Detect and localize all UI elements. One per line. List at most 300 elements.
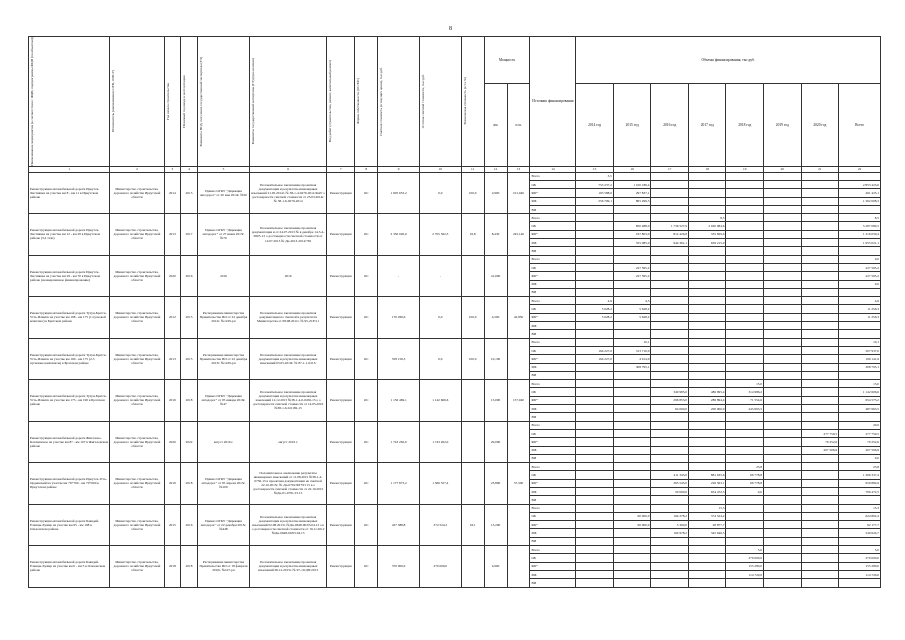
- funding-total: 1 362 008,3: [839, 197, 881, 205]
- funding-value: [651, 288, 689, 296]
- funding-value: [651, 172, 689, 180]
- funding-source: Всего: [530, 172, 576, 180]
- ownership: ОС: [355, 504, 378, 545]
- column-number: 11: [461, 166, 484, 172]
- project-name: Реконструкция автомобильной дороги Иркутск-Листвянка на участке км 29 - км 70 в Иркутском районе (незавершенное финансирование): [29, 255, 110, 296]
- ownership: ОС: [355, 214, 378, 255]
- funding-value: [651, 247, 689, 255]
- funding-value: [688, 371, 726, 379]
- capacity-km: 4,900: [484, 546, 507, 587]
- funding-source: ФБ*: [530, 396, 576, 404]
- funding-total: 8,5: [839, 214, 881, 222]
- psd-details: Распоряжение министерства Правительства ИО от 22 декабря 2013г. №1229-рп: [197, 338, 249, 379]
- column-number: 13: [507, 166, 530, 172]
- funding-value: [801, 562, 839, 570]
- executor: Министерство строительства, дорожного хозяйства Иркутской области: [110, 338, 164, 379]
- funding-value: [651, 197, 689, 205]
- funding-value: [613, 529, 651, 537]
- funding-value: [613, 280, 651, 288]
- estimated-cost: 2 350 026,0: [378, 214, 420, 255]
- funding-value: [801, 421, 839, 429]
- funding-value: [688, 438, 726, 446]
- funding-total: 706 472,5: [839, 487, 881, 495]
- funding-value: [576, 463, 614, 471]
- funding-value: [613, 388, 651, 396]
- funding-value: [764, 446, 802, 454]
- header-col6: Реквизиты государственной экспертизы (ГЭ) (при наличии): [251, 58, 256, 145]
- funding-value: [688, 413, 726, 421]
- funding-source: МБ: [530, 239, 576, 247]
- funding-value: 753 237,2: [576, 181, 614, 189]
- funding-value: [613, 413, 651, 421]
- header-km: км: [484, 83, 507, 166]
- funding-value: [576, 471, 614, 479]
- table-row: [29, 463, 881, 471]
- funding-value: [688, 562, 726, 570]
- funding-value: [801, 529, 839, 537]
- funding-value: [801, 570, 839, 578]
- column-number: 14: [530, 166, 576, 172]
- funding-value: [764, 239, 802, 247]
- end-year: 2018: [181, 463, 198, 504]
- capacity-km: 10,100: [484, 338, 507, 379]
- funding-source: ОБ: [530, 554, 576, 562]
- funding-value: [576, 512, 614, 520]
- funding-value: [801, 405, 839, 413]
- funding-value: [576, 546, 614, 554]
- funding-value: 286 894,4: [688, 396, 726, 404]
- funding-total: 4,9: [839, 297, 881, 305]
- funding-value: [651, 297, 689, 305]
- funding-value: [651, 463, 689, 471]
- funding-source: МБ: [530, 487, 576, 495]
- funding-source: ОБ: [530, 471, 576, 479]
- funding-value: [651, 380, 689, 388]
- funding-value: [576, 413, 614, 421]
- funding-total: 70 252,6: [839, 438, 881, 446]
- funding-value: 486 995,4: [688, 388, 726, 396]
- funding-value: 340 985,0: [651, 388, 689, 396]
- project-name: Реконструкция автомобильной дороги Иркутск-Листвянка на участке км 12 - км 29 в Иркутском районе (3,2 этап): [29, 214, 110, 255]
- funding-value: [688, 454, 726, 462]
- funding-value: [726, 521, 764, 529]
- funding-source: ФБ*: [530, 355, 576, 363]
- funding-value: [764, 570, 802, 578]
- funding-value: [613, 255, 651, 263]
- column-number: 12: [484, 166, 507, 172]
- funding-value: [613, 214, 651, 222]
- funding-value: [688, 288, 726, 296]
- funding-total: [839, 322, 881, 330]
- work-type: Реконструкция: [327, 463, 355, 504]
- estimated-cost: 1 743 262,0: [378, 421, 420, 462]
- funding-value: 944 361,1: [651, 239, 689, 247]
- funding-value: [726, 222, 764, 230]
- funding-value: [764, 222, 802, 230]
- funding-value: 654 472,5: [688, 487, 726, 495]
- funding-total: [839, 537, 881, 545]
- funding-value: [726, 529, 764, 537]
- funding-source: Всего: [530, 463, 576, 471]
- funding-value: [801, 579, 839, 587]
- funding-value: [613, 371, 651, 379]
- funding-total: 92 177,7: [839, 521, 881, 529]
- funding-value: 194 978,2: [651, 529, 689, 537]
- funding-value: [613, 562, 651, 570]
- capacity-pm: 42,850: [507, 297, 530, 338]
- funding-value: 805 299,3: [613, 197, 651, 205]
- funding-total: [839, 288, 881, 296]
- funding-value: [764, 521, 802, 529]
- funding-value: [576, 380, 614, 388]
- funding-source: МБ: [530, 197, 576, 205]
- funding-value: 193 588,0: [576, 189, 614, 197]
- funding-value: 5 628,2: [576, 305, 614, 313]
- funding-source: ВИ: [530, 288, 576, 296]
- capacity-pm: [507, 504, 530, 545]
- funding-total: 114 720,0: [839, 570, 881, 578]
- funding-value: [801, 230, 839, 238]
- header-col8: Форма собственности (ОС/МС): [356, 78, 361, 125]
- executor: Министерство строительства, дорожного хозяйства Иркутской области: [110, 546, 164, 587]
- funding-value: [726, 338, 764, 346]
- funding-total: 15,3: [839, 504, 881, 512]
- remaining-cost: 0,0: [419, 297, 461, 338]
- funding-value: [651, 438, 689, 446]
- capacity-pm: [507, 421, 530, 462]
- project-name: Реконструкция автомобильной дороги Жигалово-Казачинское на участке км 87 - км 107 в Жигаловском районе: [29, 421, 110, 462]
- funding-value: [801, 454, 839, 462]
- funding-value: [688, 322, 726, 330]
- funding-source: ВИ: [530, 371, 576, 379]
- funding-source: ОБ: [530, 222, 576, 230]
- capacity-km: 4,500: [484, 297, 507, 338]
- funding-total: 5,0: [839, 546, 881, 554]
- funding-value: [764, 346, 802, 354]
- funding-value: [576, 579, 614, 587]
- funding-value: [801, 189, 839, 197]
- project-name: Реконструкция автомобильной дороги Баяндай-Еланцы-Хужир на участке км 95 - км 108 в Ольхонском районе: [29, 504, 110, 545]
- column-number: 16: [613, 166, 651, 172]
- header-year: 2019 год: [764, 83, 802, 166]
- funding-total: [839, 579, 881, 587]
- funding-source: ВИ: [530, 454, 576, 462]
- funding-value: [688, 570, 726, 578]
- header-col7: Вид работ (строительство, ремонт, капитальный ремонт): [328, 60, 333, 143]
- funding-value: [688, 197, 726, 205]
- start-year: 2013: [164, 338, 181, 379]
- expertise-details: Положительное заключение проектная документация и от 24.07.2013 № в декабре 14-3-4-0605-13 о достоверности сметной стоимости от 14.07.2013 № Дн-2013-2014/765: [250, 214, 327, 255]
- funding-value: [726, 512, 764, 520]
- capacity-km: 13,200: [484, 504, 507, 545]
- psd-details: Приказ ОГКУ "Дирекция автодорог" от 22 декабря 2013г. №448: [197, 504, 249, 545]
- header-funding: Объемы финансирования, тыс.руб.: [576, 37, 881, 84]
- funding-value: 200 000,0: [688, 405, 726, 413]
- header-col3: Год начала строительства: [165, 82, 170, 120]
- header-col5: Реквизиты ПСД, получение государственной экспертизы (ГЭ): [198, 56, 203, 147]
- header-col9: Сметная стоимость (в текущих ценах), тыс.руб.: [379, 66, 384, 136]
- start-year: 2020: [164, 421, 181, 462]
- header-year: 2014 год: [576, 83, 614, 166]
- financing-table: [28, 36, 881, 588]
- funding-value: [801, 463, 839, 471]
- funding-total: 20,0: [839, 421, 881, 429]
- funding-total: 10,1: [839, 338, 881, 346]
- estimated-cost: 170 266,6: [378, 297, 420, 338]
- funding-value: [726, 322, 764, 330]
- funding-total: 5 287 080,5: [839, 222, 881, 230]
- funding-value: [576, 338, 614, 346]
- funding-source: ОБ: [530, 429, 576, 437]
- funding-total: 1 316 059,4: [839, 230, 881, 238]
- funding-value: 270 000,0: [726, 554, 764, 562]
- funding-value: 2 020 084,6: [688, 222, 726, 230]
- funding-value: [726, 438, 764, 446]
- funding-source: ВИ: [530, 413, 576, 421]
- start-year: 2020: [164, 255, 181, 296]
- funding-value: [726, 371, 764, 379]
- funding-value: [688, 181, 726, 189]
- funding-value: [576, 263, 614, 271]
- funding-value: [801, 313, 839, 321]
- funding-value: [576, 371, 614, 379]
- funding-value: [726, 272, 764, 280]
- capacity-pm: [507, 255, 530, 296]
- end-year: 2022: [181, 421, 198, 462]
- end-year: 2018: [181, 380, 198, 421]
- work-type: Реконструкция: [327, 172, 355, 213]
- funding-value: [613, 421, 651, 429]
- capacity-km: 41,600: [484, 255, 507, 296]
- header-col10: Остаток сметной стоимости, тыс.руб.: [420, 74, 425, 129]
- funding-value: [688, 255, 726, 263]
- funding-value: 155 280,0: [726, 562, 764, 570]
- funding-value: [801, 496, 839, 504]
- funding-value: 0,0: [726, 487, 764, 495]
- header-year: 2016 год: [651, 83, 689, 166]
- funding-source: ОБ: [530, 346, 576, 354]
- estimated-cost: 437 388,8: [378, 504, 420, 545]
- funding-value: [688, 272, 726, 280]
- funding-value: [613, 496, 651, 504]
- funding-value: [613, 380, 651, 388]
- funding-value: [764, 288, 802, 296]
- funding-total: 227 595,2: [839, 263, 881, 271]
- psd-details: Распоряжение министерства Правительства ИО от 18 февраля 2016г. №107-рп: [197, 546, 249, 587]
- funding-value: [576, 446, 614, 454]
- psd-details: Приказ ОГКУ "Дирекция автодорог" от 05 апреля 2015г. №100: [197, 463, 249, 504]
- executor: Министерство строительства, дорожного хозяйства Иркутской области: [110, 255, 164, 296]
- column-number: 1: [29, 166, 110, 172]
- funding-value: [576, 438, 614, 446]
- funding-value: [801, 355, 839, 363]
- readiness: 18,1: [461, 504, 484, 545]
- funding-value: [764, 421, 802, 429]
- funding-value: [726, 504, 764, 512]
- funding-value: [688, 172, 726, 180]
- estimated-cost: 1 177 873,2: [378, 463, 420, 504]
- funding-total: [839, 247, 881, 255]
- funding-value: [688, 463, 726, 471]
- funding-value: [651, 413, 689, 421]
- funding-value: [613, 463, 651, 471]
- funding-value: [688, 346, 726, 354]
- funding-total: 491 425,1: [839, 189, 881, 197]
- column-number: 22: [839, 166, 881, 172]
- funding-value: [651, 189, 689, 197]
- funding-value: 194 227,0: [576, 346, 614, 354]
- funding-value: [801, 181, 839, 189]
- funding-value: [726, 214, 764, 222]
- funding-source: ФБ*: [530, 562, 576, 570]
- funding-value: 335 829,6: [688, 230, 726, 238]
- funding-value: [801, 255, 839, 263]
- remaining-cost: 1 366 357,4: [419, 463, 461, 504]
- funding-value: [764, 388, 802, 396]
- start-year: 2013: [164, 214, 181, 255]
- funding-source: Всего: [530, 255, 576, 263]
- executor: Министерство строительства, дорожного хозяйства Иркутской области: [110, 214, 164, 255]
- funding-value: [801, 172, 839, 180]
- end-year: 2018: [181, 546, 198, 587]
- funding-value: 363 543,0: [651, 479, 689, 487]
- funding-value: [801, 214, 839, 222]
- funding-value: [764, 380, 802, 388]
- funding-value: [764, 371, 802, 379]
- funding-value: [576, 288, 614, 296]
- funding-value: [651, 255, 689, 263]
- column-number: 17: [651, 166, 689, 172]
- funding-source: ФБ*: [530, 438, 576, 446]
- funding-value: [576, 396, 614, 404]
- funding-value: [576, 247, 614, 255]
- funding-total: 15,0: [839, 380, 881, 388]
- funding-value: [688, 546, 726, 554]
- funding-value: 227 595,2: [613, 263, 651, 271]
- funding-value: [764, 205, 802, 213]
- project-name: Реконструкция автомобильной дороги Тулун-Братск-Усть-Илимск на участке км 160 - км 175 (2-3 пусковые комплексы) в Братском районе: [29, 338, 110, 379]
- funding-total: 0,0: [839, 255, 881, 263]
- funding-value: [764, 537, 802, 545]
- funding-value: [726, 189, 764, 197]
- funding-value: [726, 197, 764, 205]
- funding-total: 277 759,5: [839, 429, 881, 437]
- funding-value: 194 227,0: [576, 355, 614, 363]
- header-year: 2015 год: [613, 83, 651, 166]
- funding-source: ФБ*: [530, 189, 576, 197]
- funding-value: 70 252,6: [801, 438, 839, 446]
- funding-value: [764, 579, 802, 587]
- funding-value: [764, 512, 802, 520]
- funding-value: 69 778,8: [726, 471, 764, 479]
- funding-value: [764, 429, 802, 437]
- expertise-details: Положительное заключение результаты инженерных изысканий от 11.08.2015 №38-1-4-0756-15 в проектная документация на сметной 22.10.2015г. № Дн-0791/ФГУП 15 в о достоверности сметной стоимости от 22.10.2015 №Дн-01-0791/15.15: [250, 463, 327, 504]
- funding-value: [801, 380, 839, 388]
- psd-details: Приказ ОГКУ "Дирекция автодорог" от 05 января 2016г. №47: [197, 380, 249, 421]
- funding-source: Всего: [530, 504, 576, 512]
- funding-value: [801, 371, 839, 379]
- funding-value: [651, 554, 689, 562]
- funding-value: [726, 363, 764, 371]
- funding-value: [726, 346, 764, 354]
- funding-value: 296 853,0: [651, 396, 689, 404]
- funding-total: 11 256,3: [839, 313, 881, 321]
- header-col11: Техническая готовность (в т.ч.%): [462, 77, 467, 126]
- column-number: 18: [688, 166, 726, 172]
- funding-value: [688, 429, 726, 437]
- funding-value: [576, 280, 614, 288]
- funding-value: [613, 504, 651, 512]
- funding-value: [726, 579, 764, 587]
- funding-value: [613, 396, 651, 404]
- funding-value: [801, 512, 839, 520]
- funding-value: [764, 338, 802, 346]
- funding-value: [764, 214, 802, 222]
- funding-total: [839, 205, 881, 213]
- work-type: Реконструкция: [327, 421, 355, 462]
- funding-value: [801, 363, 839, 371]
- funding-value: 3,5: [576, 172, 614, 180]
- readiness: [461, 463, 484, 504]
- funding-total: 227 595,2: [839, 272, 881, 280]
- capacity-pm: [507, 546, 530, 587]
- column-number: 5: [197, 166, 249, 172]
- column-number: 2: [110, 166, 164, 172]
- funding-value: [801, 239, 839, 247]
- funding-value: [651, 496, 689, 504]
- funding-total: 659 884,9: [839, 479, 881, 487]
- readiness: 100,0: [461, 297, 484, 338]
- ownership: ОС: [355, 546, 378, 587]
- funding-value: 71 554,6: [726, 396, 764, 404]
- funding-total: 2 853 423,6: [839, 181, 881, 189]
- funding-value: [576, 405, 614, 413]
- remaining-cost: 270 000,0: [419, 546, 461, 587]
- table-row: [29, 214, 881, 222]
- work-type: Реконструкция: [327, 255, 355, 296]
- funding-value: [613, 546, 651, 554]
- funding-value: 8,5: [688, 214, 726, 222]
- funding-value: [651, 355, 689, 363]
- funding-value: [613, 570, 651, 578]
- funding-value: [764, 280, 802, 288]
- start-year: 2015: [164, 504, 181, 545]
- project-name: Реконструкция автомобильной дороги Тулун-Братск-Усть-Илимск на участке км 175 - км 190 в Братском районе: [29, 380, 110, 421]
- funding-source: ОБ: [530, 388, 576, 396]
- funding-value: 1 100 186,4: [613, 181, 651, 189]
- header-total: Всего: [839, 83, 881, 166]
- funding-value: [613, 205, 651, 213]
- funding-value: [764, 479, 802, 487]
- funding-value: [801, 222, 839, 230]
- ownership: ОС: [355, 297, 378, 338]
- funding-value: [726, 297, 764, 305]
- funding-source: Всего: [530, 338, 576, 346]
- table-row: [29, 421, 881, 429]
- funding-value: [801, 537, 839, 545]
- funding-value: [764, 189, 802, 197]
- funding-value: [613, 405, 651, 413]
- funding-value: [801, 471, 839, 479]
- funding-value: [801, 288, 839, 296]
- capacity-km: 8,430: [484, 214, 507, 255]
- readiness: [461, 421, 484, 462]
- funding-value: [726, 421, 764, 429]
- funding-value: 4,5: [613, 297, 651, 305]
- funding-value: [688, 297, 726, 305]
- funding-value: [688, 338, 726, 346]
- funding-source: ВИ: [530, 205, 576, 213]
